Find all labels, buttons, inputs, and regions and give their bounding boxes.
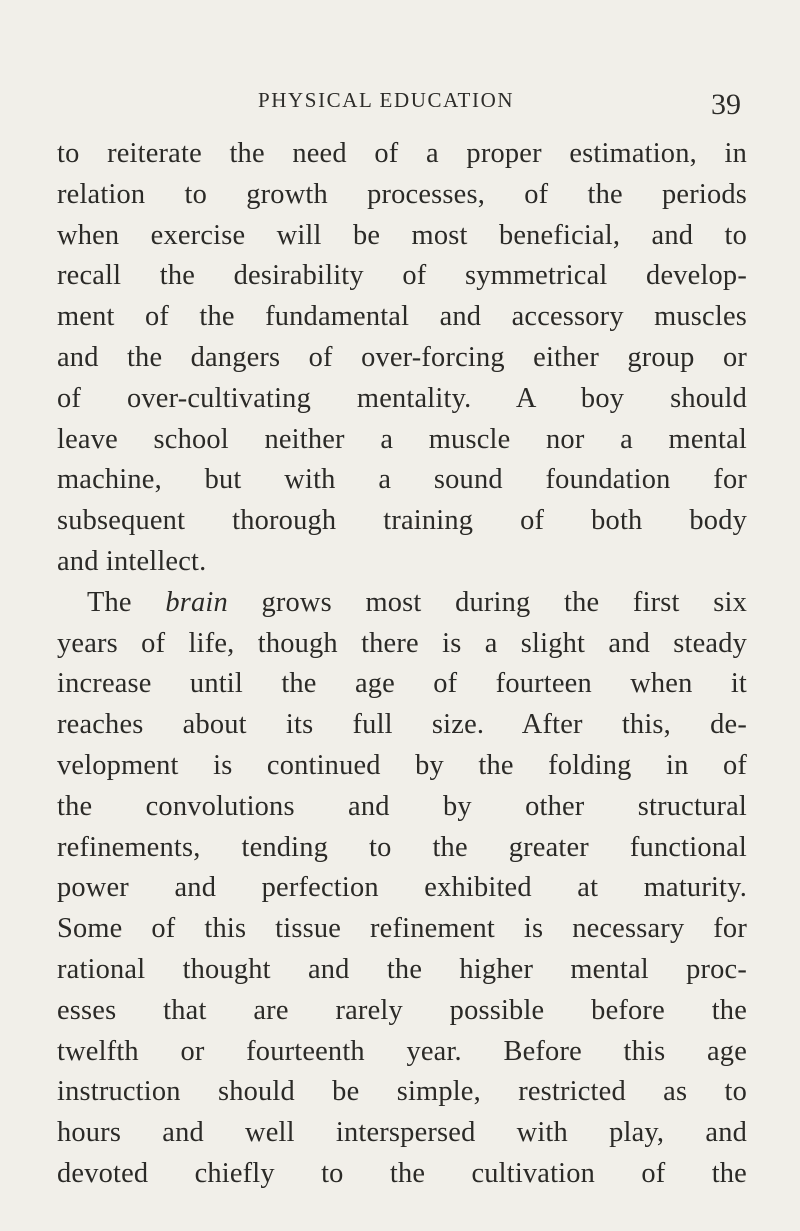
- text-line: and the dangers of over-forcing either group or: [57, 341, 747, 373]
- text-line: instruction should be simple, restricted as to: [57, 1076, 747, 1108]
- text-line: to reiterate the need of a proper estimation, in: [57, 138, 747, 169]
- text-line: the convolutions and by other structural: [57, 790, 747, 822]
- text-line: when exercise will be most beneficial, and to: [57, 219, 747, 251]
- body-text: [57, 134, 747, 1195]
- text-line: power and perfection exhibited at maturity.: [57, 872, 747, 904]
- text-line: years of life, though there is a slight and steady: [57, 627, 747, 659]
- text-fragment: grows most during the first six: [227, 586, 747, 618]
- text-line: relation to growth processes, of the periods: [57, 178, 747, 210]
- paragraph-1: [57, 134, 747, 583]
- page-number: 39: [711, 88, 741, 121]
- text-line: machine, but with a sound foundation for: [57, 464, 747, 496]
- text-line: recall the desirability of symmetrical develop-: [57, 260, 747, 292]
- text-line: subsequent thorough training of both body: [57, 505, 747, 537]
- italic-term: brain: [165, 586, 228, 618]
- text-line: Some of this tissue refinement is necessary for: [57, 913, 747, 945]
- text-fragment: The: [87, 586, 166, 618]
- text-line: and intellect.: [57, 545, 207, 577]
- running-head: [0, 84, 800, 124]
- text-line: rational thought and the higher mental proc-: [57, 953, 747, 985]
- text-line: velopment is continued by the folding in of: [57, 749, 747, 781]
- text-line: devoted chiefly to the cultivation of the: [57, 1157, 747, 1189]
- text-line: ment of the fundamental and accessory muscles: [57, 301, 747, 333]
- text-line: twelfth or fourteenth year. Before this age: [57, 1035, 747, 1067]
- text-line: esses that are rarely possible before the: [57, 994, 747, 1026]
- text-line-first: [57, 583, 747, 624]
- text-line: leave school neither a muscle nor a mental: [57, 423, 747, 455]
- text-line: of over-cultivating mentality. A boy should: [57, 382, 747, 414]
- text-line: hours and well interspersed with play, and: [57, 1117, 747, 1149]
- text-line: refinements, tending to the greater functional: [57, 831, 747, 863]
- text-line: reaches about its full size. After this, de-: [57, 709, 747, 741]
- paragraph-2: [57, 583, 747, 1195]
- running-title: PHYSICAL EDUCATION: [258, 88, 515, 112]
- text-line: increase until the age of fourteen when it: [57, 668, 747, 700]
